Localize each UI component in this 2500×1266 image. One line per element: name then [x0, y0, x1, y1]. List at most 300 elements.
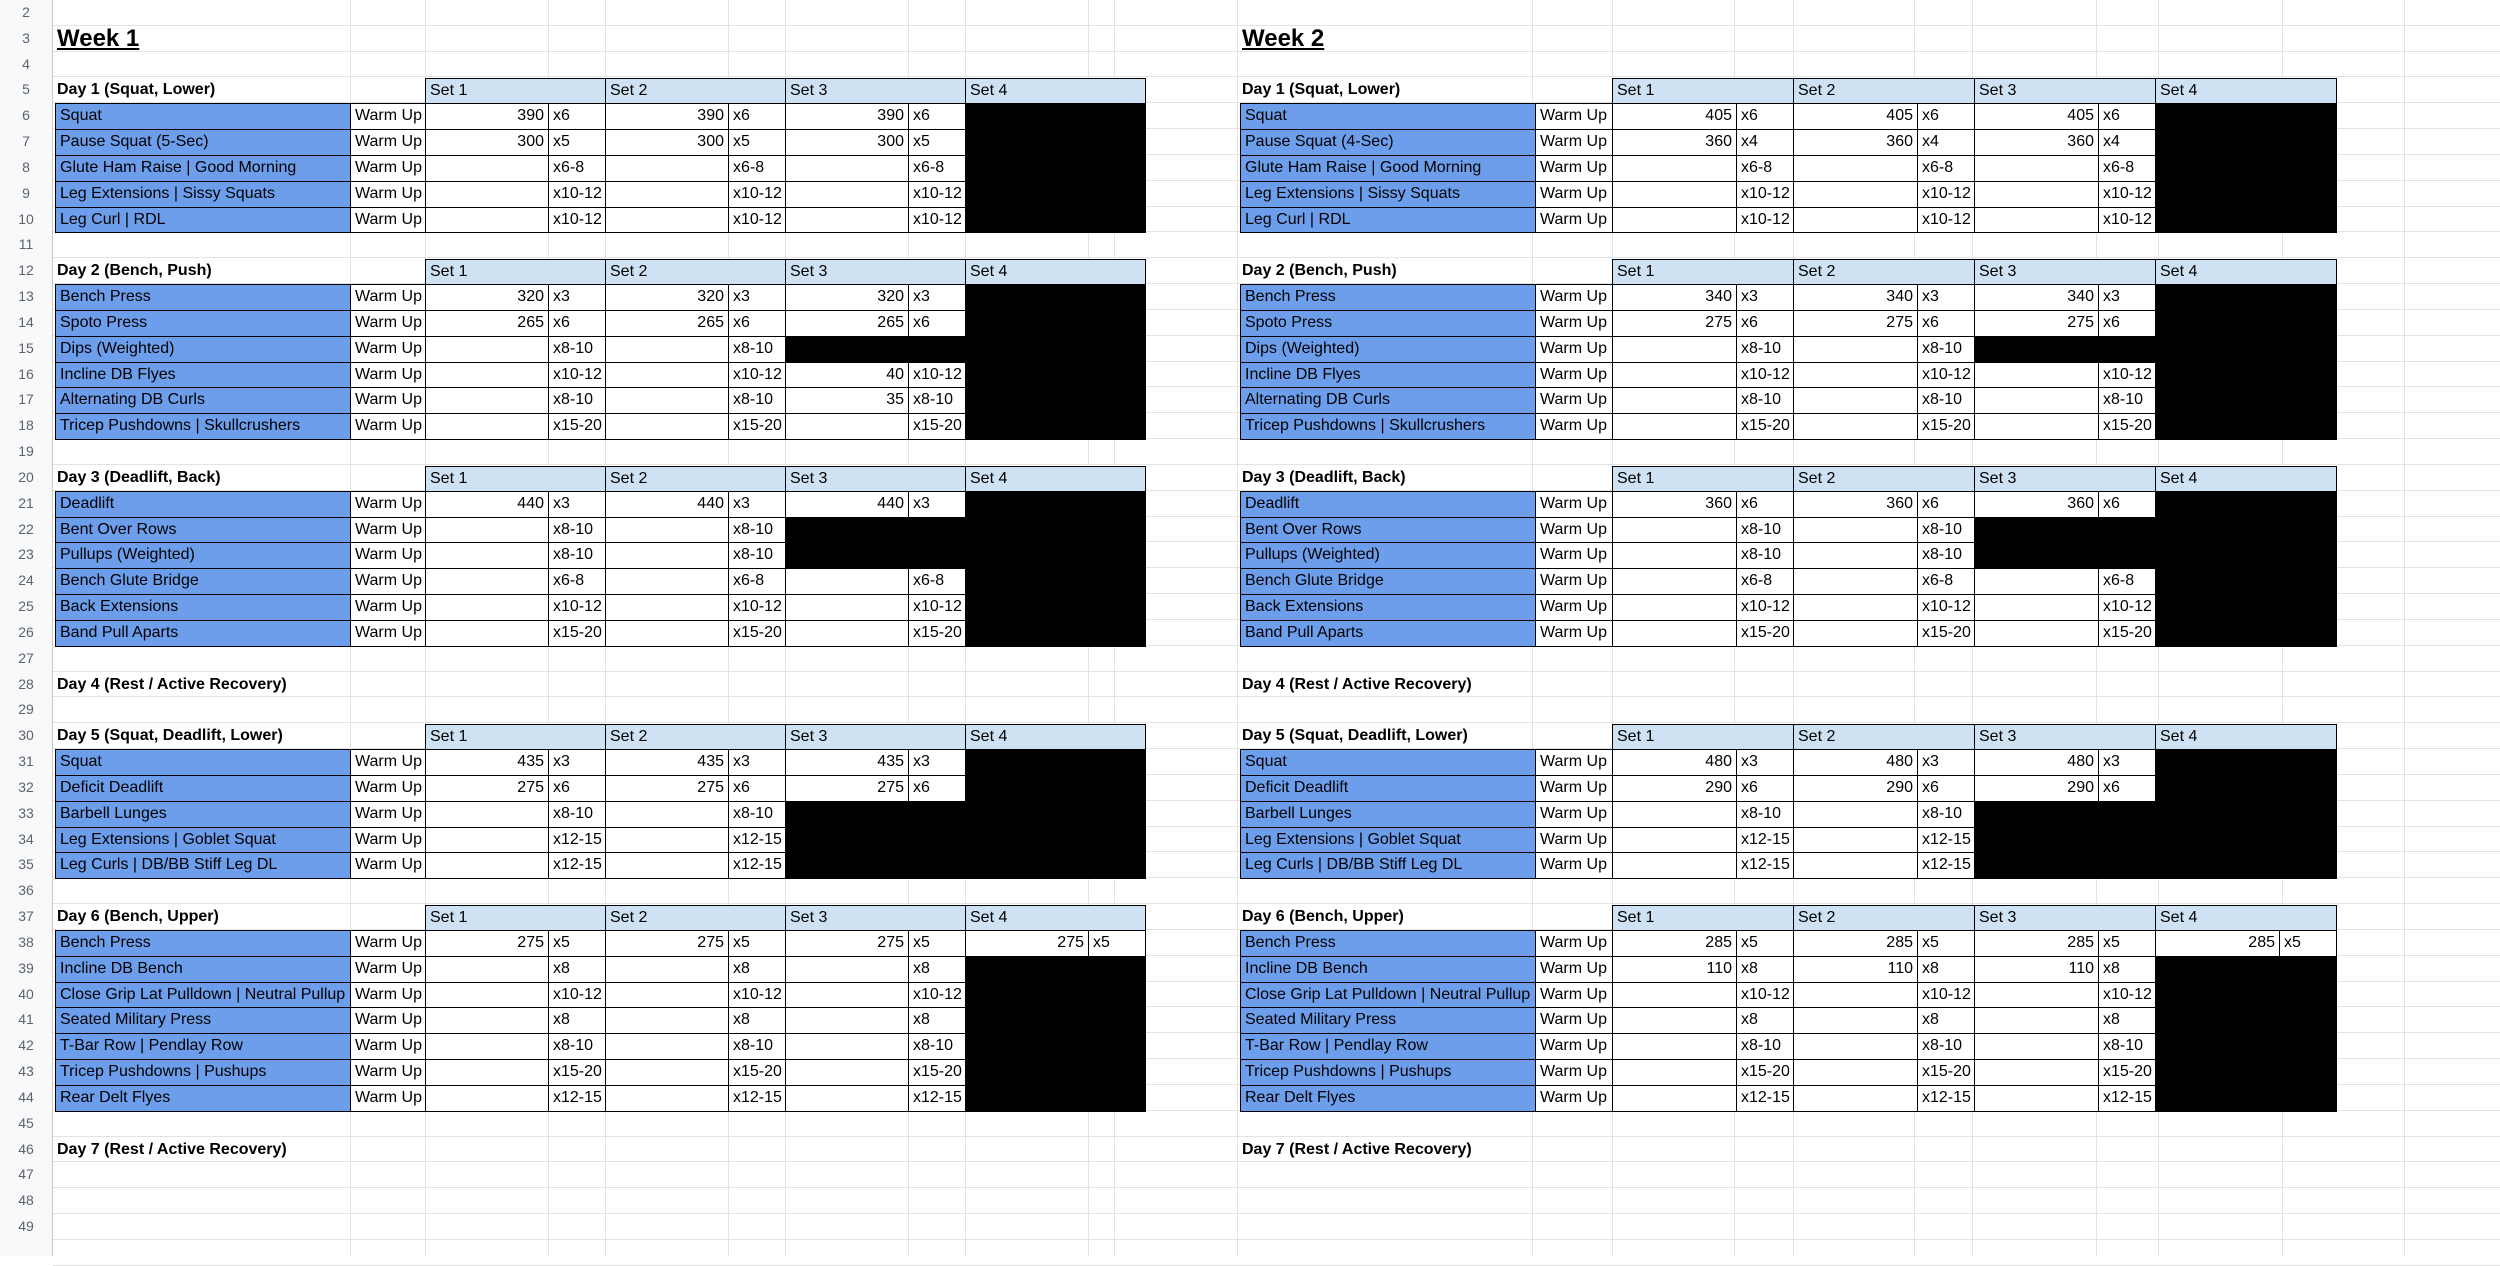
reps-cell[interactable]: x15-20 [908, 620, 966, 647]
reps-cell[interactable]: x8 [1736, 956, 1794, 983]
exercise-name-cell[interactable]: Seated Military Press [1240, 1007, 1536, 1034]
weight-cell[interactable]: 35 [785, 387, 909, 414]
row-number[interactable]: 8 [0, 155, 52, 181]
weight-cell[interactable] [1793, 387, 1918, 414]
warm-up-cell[interactable]: Warm Up [350, 1059, 426, 1086]
reps-cell[interactable]: x12-15 [1917, 827, 1975, 854]
weight-cell[interactable]: 40 [785, 362, 909, 389]
reps-cell[interactable]: x5 [728, 930, 786, 957]
row-number[interactable]: 49 [0, 1214, 52, 1240]
warm-up-cell[interactable]: Warm Up [350, 362, 426, 389]
reps-cell[interactable]: x6 [908, 310, 966, 337]
weight-cell[interactable]: 340 [1612, 284, 1737, 311]
weight-cell[interactable] [605, 542, 729, 569]
reps-cell[interactable]: x6 [1917, 103, 1975, 130]
reps-cell[interactable]: x8-10 [1736, 336, 1794, 363]
reps-cell[interactable]: x8-10 [2098, 387, 2156, 414]
weight-cell[interactable]: 110 [1974, 956, 2099, 983]
weight-cell[interactable] [605, 336, 729, 363]
weight-cell[interactable]: 285 [2155, 930, 2280, 957]
weight-cell[interactable]: 405 [1793, 103, 1918, 130]
set-header[interactable]: Set 3 [785, 78, 966, 104]
weight-cell[interactable]: 360 [1974, 491, 2099, 518]
row-number[interactable]: 28 [0, 672, 52, 698]
warm-up-cell[interactable]: Warm Up [1535, 930, 1613, 957]
exercise-name-cell[interactable]: Leg Curl | RDL [55, 207, 351, 234]
reps-cell[interactable]: x15-20 [548, 1059, 606, 1086]
reps-cell[interactable]: x3 [728, 491, 786, 518]
reps-cell[interactable]: x6-8 [1736, 568, 1794, 595]
weight-cell[interactable] [785, 413, 909, 440]
exercise-name-cell[interactable]: Spoto Press [55, 310, 351, 337]
row-number[interactable]: 10 [0, 207, 52, 233]
exercise-name-cell[interactable]: Tricep Pushdowns | Pushups [1240, 1059, 1536, 1086]
weight-cell[interactable] [785, 982, 909, 1009]
set-header[interactable]: Set 2 [605, 724, 786, 750]
weight-cell[interactable] [425, 1007, 549, 1034]
set-header[interactable]: Set 3 [1974, 466, 2156, 492]
reps-cell[interactable]: x6-8 [548, 155, 606, 182]
reps-cell[interactable]: x8-10 [548, 517, 606, 544]
reps-cell[interactable]: x6 [2098, 103, 2156, 130]
reps-cell[interactable]: x6-8 [1736, 155, 1794, 182]
reps-cell[interactable]: x6-8 [1917, 568, 1975, 595]
row-number[interactable]: 47 [0, 1162, 52, 1188]
exercise-name-cell[interactable]: Alternating DB Curls [1240, 387, 1536, 414]
warm-up-cell[interactable]: Warm Up [1535, 982, 1613, 1009]
set-header[interactable]: Set 2 [605, 905, 786, 931]
exercise-name-cell[interactable]: Pullups (Weighted) [1240, 542, 1536, 569]
exercise-name-cell[interactable]: Rear Delt Flyes [1240, 1085, 1536, 1112]
reps-cell[interactable]: x8-10 [1917, 1033, 1975, 1060]
weight-cell[interactable] [785, 1007, 909, 1034]
exercise-name-cell[interactable]: Deficit Deadlift [1240, 775, 1536, 802]
row-number[interactable]: 39 [0, 956, 52, 982]
weight-cell[interactable] [425, 387, 549, 414]
reps-cell[interactable]: x5 [1088, 930, 1146, 957]
reps-cell[interactable]: x10-12 [1917, 594, 1975, 621]
row-number[interactable]: 23 [0, 542, 52, 568]
warm-up-cell[interactable]: Warm Up [350, 594, 426, 621]
reps-cell[interactable]: x3 [1917, 284, 1975, 311]
exercise-name-cell[interactable]: T-Bar Row | Pendlay Row [55, 1033, 351, 1060]
reps-cell[interactable]: x10-12 [1736, 181, 1794, 208]
set-header[interactable]: Set 4 [2155, 724, 2337, 750]
reps-cell[interactable]: x4 [1736, 129, 1794, 156]
exercise-name-cell[interactable]: Bench Glute Bridge [1240, 568, 1536, 595]
weight-cell[interactable] [1793, 181, 1918, 208]
reps-cell[interactable]: x3 [548, 491, 606, 518]
weight-cell[interactable] [1793, 852, 1918, 879]
weight-cell[interactable]: 265 [605, 310, 729, 337]
warm-up-cell[interactable]: Warm Up [1535, 568, 1613, 595]
row-number[interactable]: 42 [0, 1033, 52, 1059]
weight-cell[interactable] [425, 852, 549, 879]
row-number[interactable]: 32 [0, 775, 52, 801]
reps-cell[interactable]: x6 [1736, 310, 1794, 337]
exercise-name-cell[interactable]: Pullups (Weighted) [55, 542, 351, 569]
warm-up-cell[interactable]: Warm Up [1535, 207, 1613, 234]
reps-cell[interactable]: x8 [2098, 956, 2156, 983]
exercise-name-cell[interactable]: Pause Squat (4-Sec) [1240, 129, 1536, 156]
row-number[interactable]: 3 [0, 26, 52, 52]
weight-cell[interactable]: 360 [1612, 129, 1737, 156]
reps-cell[interactable]: x10-12 [548, 181, 606, 208]
weight-cell[interactable] [1612, 336, 1737, 363]
reps-cell[interactable]: x15-20 [1736, 1059, 1794, 1086]
weight-cell[interactable] [1793, 1007, 1918, 1034]
reps-cell[interactable]: x10-12 [1736, 594, 1794, 621]
reps-cell[interactable]: x6-8 [728, 568, 786, 595]
reps-cell[interactable]: x6-8 [2098, 155, 2156, 182]
exercise-name-cell[interactable]: Dips (Weighted) [1240, 336, 1536, 363]
weight-cell[interactable] [785, 181, 909, 208]
weight-cell[interactable] [1974, 982, 2099, 1009]
row-number[interactable]: 35 [0, 852, 52, 878]
weight-cell[interactable]: 340 [1793, 284, 1918, 311]
reps-cell[interactable]: x10-12 [1917, 207, 1975, 234]
exercise-name-cell[interactable]: Squat [1240, 103, 1536, 130]
reps-cell[interactable]: x6 [728, 103, 786, 130]
reps-cell[interactable]: x10-12 [728, 207, 786, 234]
weight-cell[interactable]: 320 [425, 284, 549, 311]
weight-cell[interactable] [605, 413, 729, 440]
weight-cell[interactable]: 390 [425, 103, 549, 130]
row-number[interactable]: 15 [0, 336, 52, 362]
weight-cell[interactable]: 275 [605, 775, 729, 802]
row-number[interactable]: 44 [0, 1085, 52, 1111]
warm-up-cell[interactable]: Warm Up [1535, 103, 1613, 130]
weight-cell[interactable] [425, 413, 549, 440]
weight-cell[interactable]: 440 [605, 491, 729, 518]
weight-cell[interactable]: 360 [1612, 491, 1737, 518]
reps-cell[interactable]: x8-10 [1917, 387, 1975, 414]
weight-cell[interactable] [1612, 207, 1737, 234]
row-number[interactable]: 20 [0, 465, 52, 491]
set-header[interactable]: Set 1 [1612, 905, 1794, 931]
warm-up-cell[interactable]: Warm Up [1535, 852, 1613, 879]
reps-cell[interactable]: x10-12 [2098, 207, 2156, 234]
reps-cell[interactable]: x8-10 [548, 1033, 606, 1060]
set-header[interactable]: Set 1 [425, 78, 606, 104]
weight-cell[interactable] [425, 956, 549, 983]
exercise-name-cell[interactable]: Bench Press [1240, 930, 1536, 957]
reps-cell[interactable]: x10-12 [908, 181, 966, 208]
weight-cell[interactable] [605, 827, 729, 854]
row-number[interactable]: 38 [0, 930, 52, 956]
warm-up-cell[interactable]: Warm Up [350, 827, 426, 854]
exercise-name-cell[interactable]: Barbell Lunges [1240, 801, 1536, 828]
weight-cell[interactable] [605, 387, 729, 414]
weight-cell[interactable]: 360 [1793, 129, 1918, 156]
set-header[interactable]: Set 2 [605, 78, 786, 104]
warm-up-cell[interactable]: Warm Up [350, 542, 426, 569]
weight-cell[interactable] [785, 207, 909, 234]
reps-cell[interactable]: x6 [1917, 310, 1975, 337]
weight-cell[interactable] [605, 801, 729, 828]
exercise-name-cell[interactable]: Leg Extensions | Sissy Squats [1240, 181, 1536, 208]
warm-up-cell[interactable]: Warm Up [1535, 620, 1613, 647]
reps-cell[interactable]: x10-12 [728, 594, 786, 621]
exercise-name-cell[interactable]: Rear Delt Flyes [55, 1085, 351, 1112]
weight-cell[interactable]: 290 [1974, 775, 2099, 802]
reps-cell[interactable]: x10-12 [1736, 982, 1794, 1009]
weight-cell[interactable] [1974, 594, 2099, 621]
reps-cell[interactable]: x12-15 [1736, 852, 1794, 879]
weight-cell[interactable]: 300 [785, 129, 909, 156]
exercise-name-cell[interactable]: Alternating DB Curls [55, 387, 351, 414]
reps-cell[interactable]: x5 [2098, 930, 2156, 957]
row-number[interactable]: 31 [0, 749, 52, 775]
set-header[interactable]: Set 4 [965, 78, 1146, 104]
reps-cell[interactable]: x15-20 [1917, 620, 1975, 647]
weight-cell[interactable] [605, 1007, 729, 1034]
exercise-name-cell[interactable]: T-Bar Row | Pendlay Row [1240, 1033, 1536, 1060]
reps-cell[interactable]: x8-10 [1736, 542, 1794, 569]
reps-cell[interactable]: x12-15 [548, 852, 606, 879]
weight-cell[interactable] [1974, 362, 2099, 389]
reps-cell[interactable]: x15-20 [908, 1059, 966, 1086]
warm-up-cell[interactable]: Warm Up [1535, 413, 1613, 440]
weight-cell[interactable] [605, 568, 729, 595]
reps-cell[interactable]: x8-10 [1917, 542, 1975, 569]
weight-cell[interactable] [605, 1033, 729, 1060]
weight-cell[interactable] [605, 362, 729, 389]
weight-cell[interactable] [1793, 155, 1918, 182]
warm-up-cell[interactable]: Warm Up [350, 310, 426, 337]
warm-up-cell[interactable]: Warm Up [350, 620, 426, 647]
warm-up-cell[interactable]: Warm Up [350, 517, 426, 544]
warm-up-cell[interactable]: Warm Up [350, 181, 426, 208]
row-number[interactable]: 17 [0, 387, 52, 413]
warm-up-cell[interactable]: Warm Up [350, 336, 426, 363]
weight-cell[interactable]: 440 [785, 491, 909, 518]
weight-cell[interactable] [1974, 155, 2099, 182]
reps-cell[interactable]: x8-10 [1736, 1033, 1794, 1060]
weight-cell[interactable] [425, 594, 549, 621]
exercise-name-cell[interactable]: Bench Glute Bridge [55, 568, 351, 595]
row-number[interactable]: 34 [0, 827, 52, 853]
warm-up-cell[interactable]: Warm Up [350, 1007, 426, 1034]
set-header[interactable]: Set 1 [425, 466, 606, 492]
weight-cell[interactable]: 265 [425, 310, 549, 337]
set-header[interactable]: Set 1 [1612, 78, 1794, 104]
weight-cell[interactable]: 435 [605, 749, 729, 776]
reps-cell[interactable]: x8 [2098, 1007, 2156, 1034]
reps-cell[interactable]: x5 [908, 129, 966, 156]
reps-cell[interactable]: x10-12 [548, 362, 606, 389]
row-number[interactable]: 18 [0, 413, 52, 439]
weight-cell[interactable] [425, 982, 549, 1009]
weight-cell[interactable] [1612, 181, 1737, 208]
reps-cell[interactable]: x10-12 [1736, 362, 1794, 389]
reps-cell[interactable]: x12-15 [1917, 852, 1975, 879]
row-number[interactable]: 21 [0, 491, 52, 517]
reps-cell[interactable]: x8 [1736, 1007, 1794, 1034]
weight-cell[interactable] [1612, 413, 1737, 440]
warm-up-cell[interactable]: Warm Up [350, 852, 426, 879]
reps-cell[interactable]: x12-15 [548, 827, 606, 854]
row-number[interactable]: 11 [0, 232, 52, 258]
weight-cell[interactable] [1793, 568, 1918, 595]
exercise-name-cell[interactable]: Leg Curls | DB/BB Stiff Leg DL [1240, 852, 1536, 879]
weight-cell[interactable] [605, 517, 729, 544]
warm-up-cell[interactable]: Warm Up [350, 413, 426, 440]
reps-cell[interactable]: x6-8 [548, 568, 606, 595]
reps-cell[interactable]: x12-15 [1736, 827, 1794, 854]
weight-cell[interactable]: 340 [1974, 284, 2099, 311]
reps-cell[interactable]: x8 [728, 1007, 786, 1034]
reps-cell[interactable]: x8 [548, 1007, 606, 1034]
exercise-name-cell[interactable]: Pause Squat (5-Sec) [55, 129, 351, 156]
reps-cell[interactable]: x10-12 [1736, 207, 1794, 234]
weight-cell[interactable]: 440 [425, 491, 549, 518]
weight-cell[interactable] [1974, 1059, 2099, 1086]
exercise-name-cell[interactable]: Back Extensions [1240, 594, 1536, 621]
reps-cell[interactable]: x8-10 [728, 336, 786, 363]
weight-cell[interactable] [1793, 542, 1918, 569]
reps-cell[interactable]: x8-10 [1917, 801, 1975, 828]
weight-cell[interactable]: 480 [1974, 749, 2099, 776]
set-header[interactable]: Set 1 [1612, 724, 1794, 750]
warm-up-cell[interactable]: Warm Up [1535, 749, 1613, 776]
reps-cell[interactable]: x6 [908, 775, 966, 802]
row-number[interactable]: 9 [0, 181, 52, 207]
row-number[interactable]: 41 [0, 1007, 52, 1033]
reps-cell[interactable]: x6 [908, 103, 966, 130]
weight-cell[interactable] [785, 1059, 909, 1086]
reps-cell[interactable]: x10-12 [908, 594, 966, 621]
reps-cell[interactable]: x12-15 [728, 852, 786, 879]
reps-cell[interactable]: x4 [2098, 129, 2156, 156]
warm-up-cell[interactable]: Warm Up [1535, 284, 1613, 311]
row-number[interactable]: 37 [0, 904, 52, 930]
row-number[interactable]: 26 [0, 620, 52, 646]
set-header[interactable]: Set 4 [965, 905, 1146, 931]
exercise-name-cell[interactable]: Seated Military Press [55, 1007, 351, 1034]
reps-cell[interactable]: x10-12 [1917, 362, 1975, 389]
exercise-name-cell[interactable]: Barbell Lunges [55, 801, 351, 828]
reps-cell[interactable]: x6 [1917, 491, 1975, 518]
set-header[interactable]: Set 2 [605, 259, 786, 285]
row-number[interactable]: 6 [0, 103, 52, 129]
weight-cell[interactable] [1793, 336, 1918, 363]
reps-cell[interactable]: x8-10 [1736, 801, 1794, 828]
reps-cell[interactable]: x6 [728, 775, 786, 802]
set-header[interactable]: Set 3 [785, 466, 966, 492]
weight-cell[interactable] [785, 155, 909, 182]
reps-cell[interactable]: x8 [728, 956, 786, 983]
weight-cell[interactable]: 435 [785, 749, 909, 776]
exercise-name-cell[interactable]: Close Grip Lat Pulldown | Neutral Pullup [1240, 982, 1536, 1009]
weight-cell[interactable] [605, 982, 729, 1009]
row-number[interactable]: 45 [0, 1111, 52, 1137]
weight-cell[interactable] [425, 1033, 549, 1060]
reps-cell[interactable]: x8-10 [548, 801, 606, 828]
exercise-name-cell[interactable]: Dips (Weighted) [55, 336, 351, 363]
exercise-name-cell[interactable]: Squat [55, 103, 351, 130]
warm-up-cell[interactable]: Warm Up [350, 387, 426, 414]
reps-cell[interactable]: x15-20 [728, 620, 786, 647]
set-header[interactable]: Set 3 [1974, 905, 2156, 931]
reps-cell[interactable]: x10-12 [728, 362, 786, 389]
set-header[interactable]: Set 3 [1974, 259, 2156, 285]
weight-cell[interactable]: 480 [1612, 749, 1737, 776]
weight-cell[interactable] [1612, 517, 1737, 544]
exercise-name-cell[interactable]: Leg Extensions | Goblet Squat [1240, 827, 1536, 854]
set-header[interactable]: Set 2 [1793, 259, 1975, 285]
weight-cell[interactable] [1612, 620, 1737, 647]
weight-cell[interactable]: 265 [785, 310, 909, 337]
warm-up-cell[interactable]: Warm Up [350, 749, 426, 776]
reps-cell[interactable]: x8-10 [1917, 517, 1975, 544]
exercise-name-cell[interactable]: Band Pull Aparts [1240, 620, 1536, 647]
weight-cell[interactable] [785, 956, 909, 983]
weight-cell[interactable] [1612, 827, 1737, 854]
warm-up-cell[interactable]: Warm Up [1535, 1033, 1613, 1060]
weight-cell[interactable] [425, 568, 549, 595]
reps-cell[interactable]: x5 [1736, 930, 1794, 957]
weight-cell[interactable] [1612, 1033, 1737, 1060]
reps-cell[interactable]: x10-12 [908, 982, 966, 1009]
exercise-name-cell[interactable]: Glute Ham Raise | Good Morning [55, 155, 351, 182]
weight-cell[interactable] [1974, 181, 2099, 208]
row-number[interactable]: 29 [0, 697, 52, 723]
exercise-name-cell[interactable]: Spoto Press [1240, 310, 1536, 337]
weight-cell[interactable] [1974, 207, 2099, 234]
weight-cell[interactable] [1974, 1085, 2099, 1112]
row-number[interactable]: 12 [0, 258, 52, 284]
reps-cell[interactable]: x8-10 [728, 1033, 786, 1060]
reps-cell[interactable]: x10-12 [548, 207, 606, 234]
weight-cell[interactable] [1612, 568, 1737, 595]
weight-cell[interactable]: 435 [425, 749, 549, 776]
exercise-name-cell[interactable]: Incline DB Flyes [1240, 362, 1536, 389]
reps-cell[interactable]: x8 [908, 1007, 966, 1034]
reps-cell[interactable]: x12-15 [728, 1085, 786, 1112]
warm-up-cell[interactable]: Warm Up [1535, 1007, 1613, 1034]
reps-cell[interactable]: x3 [728, 749, 786, 776]
reps-cell[interactable]: x12-15 [728, 827, 786, 854]
set-header[interactable]: Set 3 [1974, 78, 2156, 104]
weight-cell[interactable] [1974, 568, 2099, 595]
reps-cell[interactable]: x8-10 [908, 387, 966, 414]
weight-cell[interactable] [1612, 852, 1737, 879]
warm-up-cell[interactable]: Warm Up [350, 1085, 426, 1112]
reps-cell[interactable]: x10-12 [908, 207, 966, 234]
exercise-name-cell[interactable]: Bench Press [55, 930, 351, 957]
reps-cell[interactable]: x8 [1917, 956, 1975, 983]
reps-cell[interactable]: x6-8 [2098, 568, 2156, 595]
reps-cell[interactable]: x12-15 [1736, 1085, 1794, 1112]
set-header[interactable]: Set 3 [785, 724, 966, 750]
warm-up-cell[interactable]: Warm Up [1535, 155, 1613, 182]
warm-up-cell[interactable]: Warm Up [350, 491, 426, 518]
reps-cell[interactable]: x3 [2098, 284, 2156, 311]
weight-cell[interactable] [1612, 1007, 1737, 1034]
weight-cell[interactable] [605, 956, 729, 983]
exercise-name-cell[interactable]: Leg Extensions | Goblet Squat [55, 827, 351, 854]
row-number[interactable]: 2 [0, 0, 52, 26]
exercise-name-cell[interactable]: Bench Press [55, 284, 351, 311]
set-header[interactable]: Set 1 [425, 905, 606, 931]
exercise-name-cell[interactable]: Deadlift [55, 491, 351, 518]
weight-cell[interactable]: 275 [965, 930, 1089, 957]
weight-cell[interactable]: 390 [785, 103, 909, 130]
warm-up-cell[interactable]: Warm Up [350, 930, 426, 957]
weight-cell[interactable]: 480 [1793, 749, 1918, 776]
row-number[interactable]: 25 [0, 594, 52, 620]
